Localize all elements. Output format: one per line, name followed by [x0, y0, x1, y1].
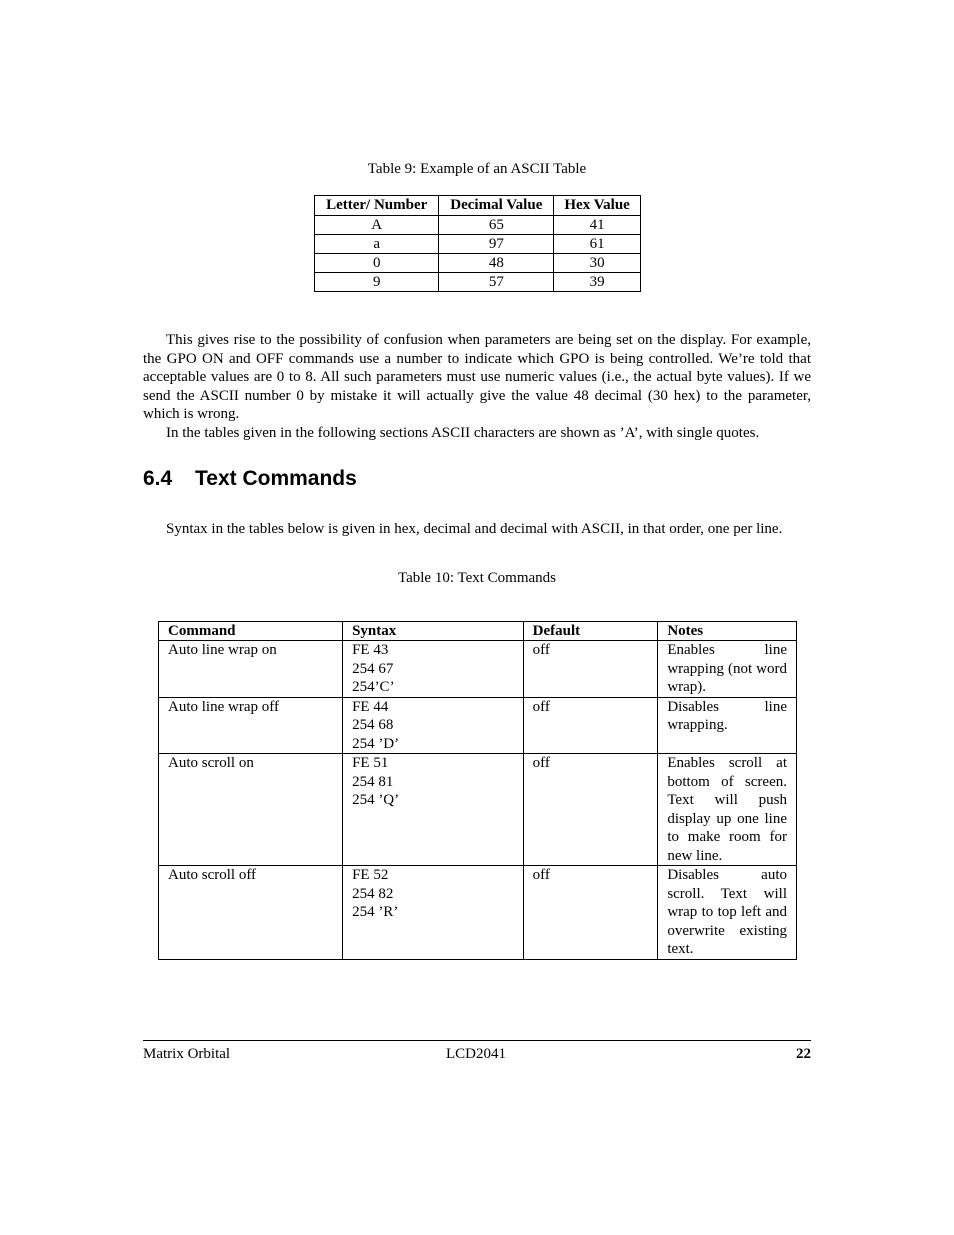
table9-caption: Table 9: Example of an ASCII Table	[367, 161, 587, 177]
table-header-row	[159, 622, 797, 641]
table-row	[315, 254, 641, 273]
table-header-row	[315, 196, 641, 216]
column-header: Decimal Value	[439, 196, 554, 216]
command-cell: Auto scroll on	[159, 754, 343, 866]
syntax-ascii: 254 ’D’	[352, 735, 400, 752]
table-cell: 57	[439, 273, 554, 292]
command-cell: Auto line wrap off	[159, 697, 343, 754]
table-row	[159, 866, 797, 960]
table-row	[315, 273, 641, 292]
column-header: Letter/ Number	[315, 196, 439, 216]
syntax-decimal: 254 68	[352, 717, 394, 733]
column-header: Default	[523, 622, 658, 641]
command-cell: Auto scroll off	[159, 866, 343, 960]
section-intro: Syntax in the tables below is given in hex, decimal and decimal with ASCII, in that order, one per line.	[166, 521, 783, 537]
notes-cell: Enables line wrapping (not word wrap).	[658, 641, 797, 698]
syntax-hex: FE 43	[352, 642, 389, 658]
footer-company: Matrix Orbital	[143, 1046, 231, 1062]
footer-product: LCD2041	[446, 1046, 506, 1062]
page-number: 22	[796, 1046, 811, 1062]
table-row	[159, 754, 797, 866]
syntax-cell	[343, 641, 524, 698]
syntax-ascii: 254 ’R’	[352, 904, 399, 920]
body-paragraph: This gives rise to the possibility of confusion when parameters are being set on the display. For example, the GPO ON and OFF commands use a number to indicate which GPO is being controlled. We’re told that acceptable values are 0 to 8. All such parameters must use numeric values (i.e., the actual byte values). If we send the ASCII number 0 by mistake it will actually give the value 48 decimal (30 hex) to the parameter, which is wrong.	[143, 332, 811, 423]
notes-cell: Disables line wrapping.	[658, 697, 797, 754]
column-header: Hex Value	[554, 196, 641, 216]
section-number: 6.4	[143, 467, 173, 490]
table-cell: 41	[554, 216, 641, 235]
table10-caption: Table 10: Text Commands	[397, 570, 557, 586]
table-cell: 39	[554, 273, 641, 292]
table-cell: 9	[315, 273, 439, 292]
default-cell: off	[523, 754, 658, 866]
section-heading	[143, 466, 357, 492]
syntax-cell	[343, 754, 524, 866]
table-cell: 0	[315, 254, 439, 273]
syntax-hex: FE 52	[352, 867, 389, 883]
table-row	[315, 235, 641, 254]
column-header: Command	[159, 622, 343, 641]
syntax-ascii: 254’C’	[352, 679, 395, 695]
syntax-decimal: 254 81	[352, 773, 394, 790]
default-cell: off	[523, 866, 658, 960]
table-cell: 65	[439, 216, 554, 235]
table-row	[159, 641, 797, 698]
table-cell: A	[315, 216, 439, 235]
text-commands-table	[158, 621, 797, 960]
default-cell: off	[523, 641, 658, 698]
command-cell: Auto line wrap on	[159, 641, 343, 698]
table-row	[159, 697, 797, 754]
section-title: Text Commands	[195, 467, 357, 490]
default-cell: off	[523, 697, 658, 754]
syntax-cell	[343, 866, 524, 960]
body-paragraph: In the tables given in the following sections ASCII characters are shown as ’A’, with single quotes.	[166, 425, 760, 441]
syntax-decimal: 254 67	[352, 660, 394, 677]
table-cell: 48	[439, 254, 554, 273]
syntax-cell	[343, 697, 524, 754]
ascii-table	[314, 195, 641, 292]
column-header: Syntax	[343, 622, 524, 641]
table-cell: 30	[554, 254, 641, 273]
table-cell: a	[315, 235, 439, 254]
table-row	[315, 216, 641, 235]
table-cell: 97	[439, 235, 554, 254]
column-header: Notes	[658, 622, 797, 641]
notes-cell: Enables scroll at bottom of screen. Text will push display up one line to make room for new line.	[658, 754, 797, 866]
syntax-hex: FE 44	[352, 698, 389, 715]
syntax-hex: FE 51	[352, 755, 389, 771]
syntax-ascii: 254 ’Q’	[352, 792, 400, 808]
table-cell: 61	[554, 235, 641, 254]
footer-divider	[143, 1040, 811, 1041]
syntax-decimal: 254 82	[352, 885, 394, 902]
notes-cell: Disables auto scroll. Text will wrap to top left and overwrite existing text.	[658, 866, 797, 960]
